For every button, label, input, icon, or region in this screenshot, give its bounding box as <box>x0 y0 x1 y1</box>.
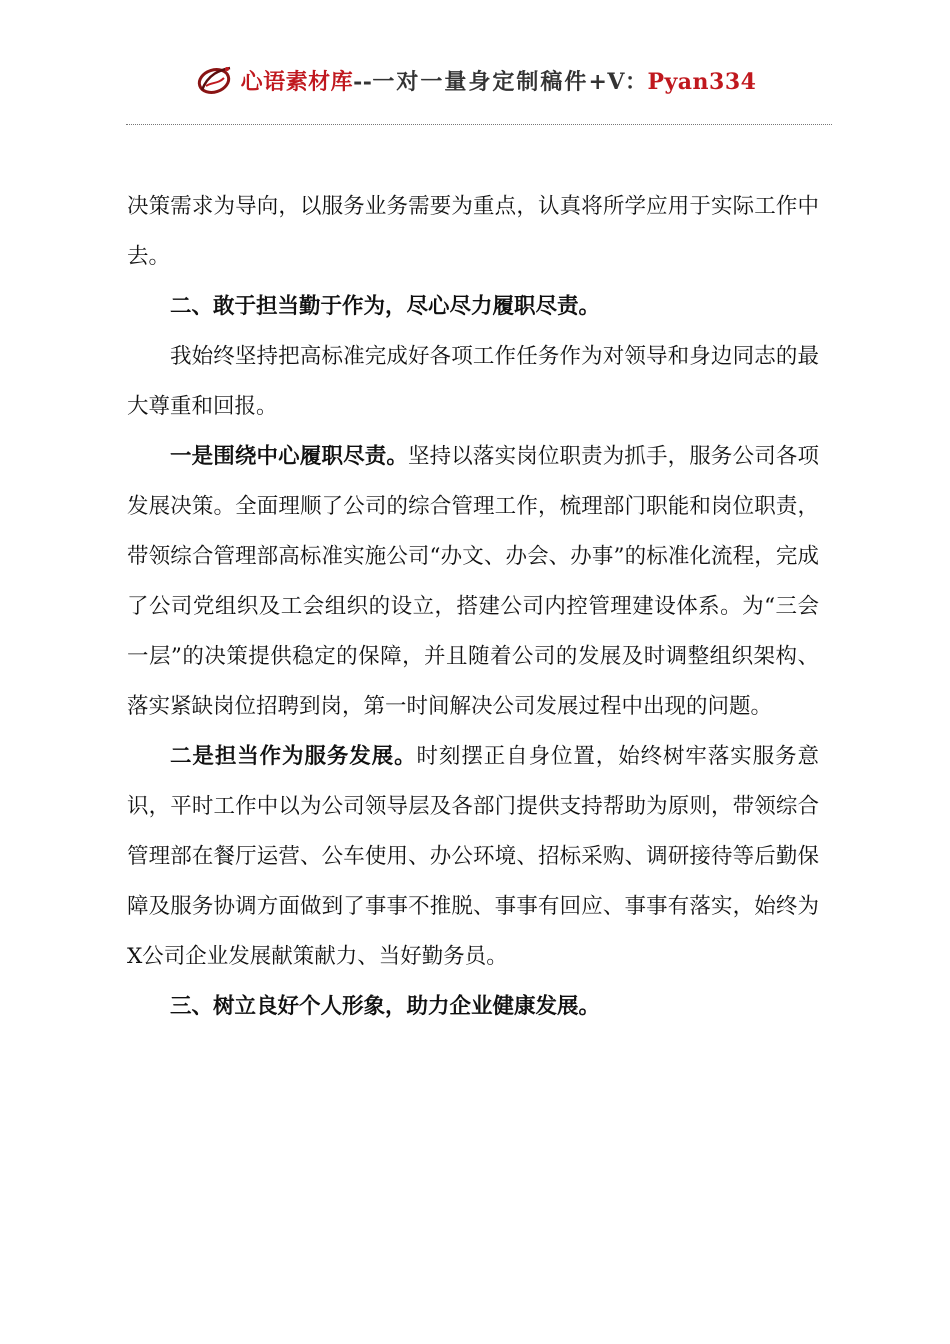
item-1-text: 坚持以落实岗位职责为抓手，服务公司各项发展决策。全面理顺了公司的综合管理工作，梳理部门职能和岗位职责，带领综合管理部高标准实施公司“办文、办会、办事”的标准化流程，完成了公司党组织及工会组织的设立，搭建公司内控管理建设体系。为“三会一层”的决策提供稳定的保障，并且随着公司的发展及时调整组织架构、落实紧缺岗位招聘到岗，第一时间解决公司发展过程中出现的问题。 <box>127 444 819 719</box>
header-divider <box>126 124 832 125</box>
item-1-lead: 一是围绕中心履职尽责。 <box>170 444 409 469</box>
site-name: 心语素材库 <box>240 68 354 95</box>
item-2-text: 时刻摆正自身位置，始终树牢落实服务意识，平时工作中以为公司领导层及各部门提供支持帮助为原则，带领综合管理部在餐厅运营、公车使用、办公环境、招标采购、调研接待等后勤保障及服务协调方面做到了事事不推脱、事事有回应、事事有落实，始终为X公司企业发展献策献力、当好勤务员。 <box>127 744 819 969</box>
section-heading-2: 二、敢于担当勤于作为，尽心尽力履职尽责。 <box>170 294 601 319</box>
section-heading-3: 三、树立良好个人形象，助力企业健康发展。 <box>170 994 601 1019</box>
header-text <box>241 65 757 96</box>
header-plus: + <box>588 68 608 95</box>
contact-id: Pyan334 <box>647 68 757 95</box>
brand-logo-icon <box>194 60 234 100</box>
item-2-lead: 二是担当作为服务发展。 <box>170 744 417 769</box>
header-separator: -- <box>353 68 373 95</box>
paragraph-item-2 <box>127 732 819 982</box>
paragraph-item-1 <box>127 432 819 732</box>
paragraph-continued: 决策需求为导向，以服务业务需要为重点，认真将所学应用于实际工作中去。 <box>127 194 819 269</box>
paragraph-intro: 我始终坚持把高标准完成好各项工作任务作为对领导和身边同志的最大尊重和回报。 <box>127 344 819 419</box>
document-body <box>127 182 819 1032</box>
header-slogan: 一对一量身定制稿件 <box>372 68 589 95</box>
page-header <box>0 60 950 104</box>
contact-label: V： <box>607 68 648 95</box>
